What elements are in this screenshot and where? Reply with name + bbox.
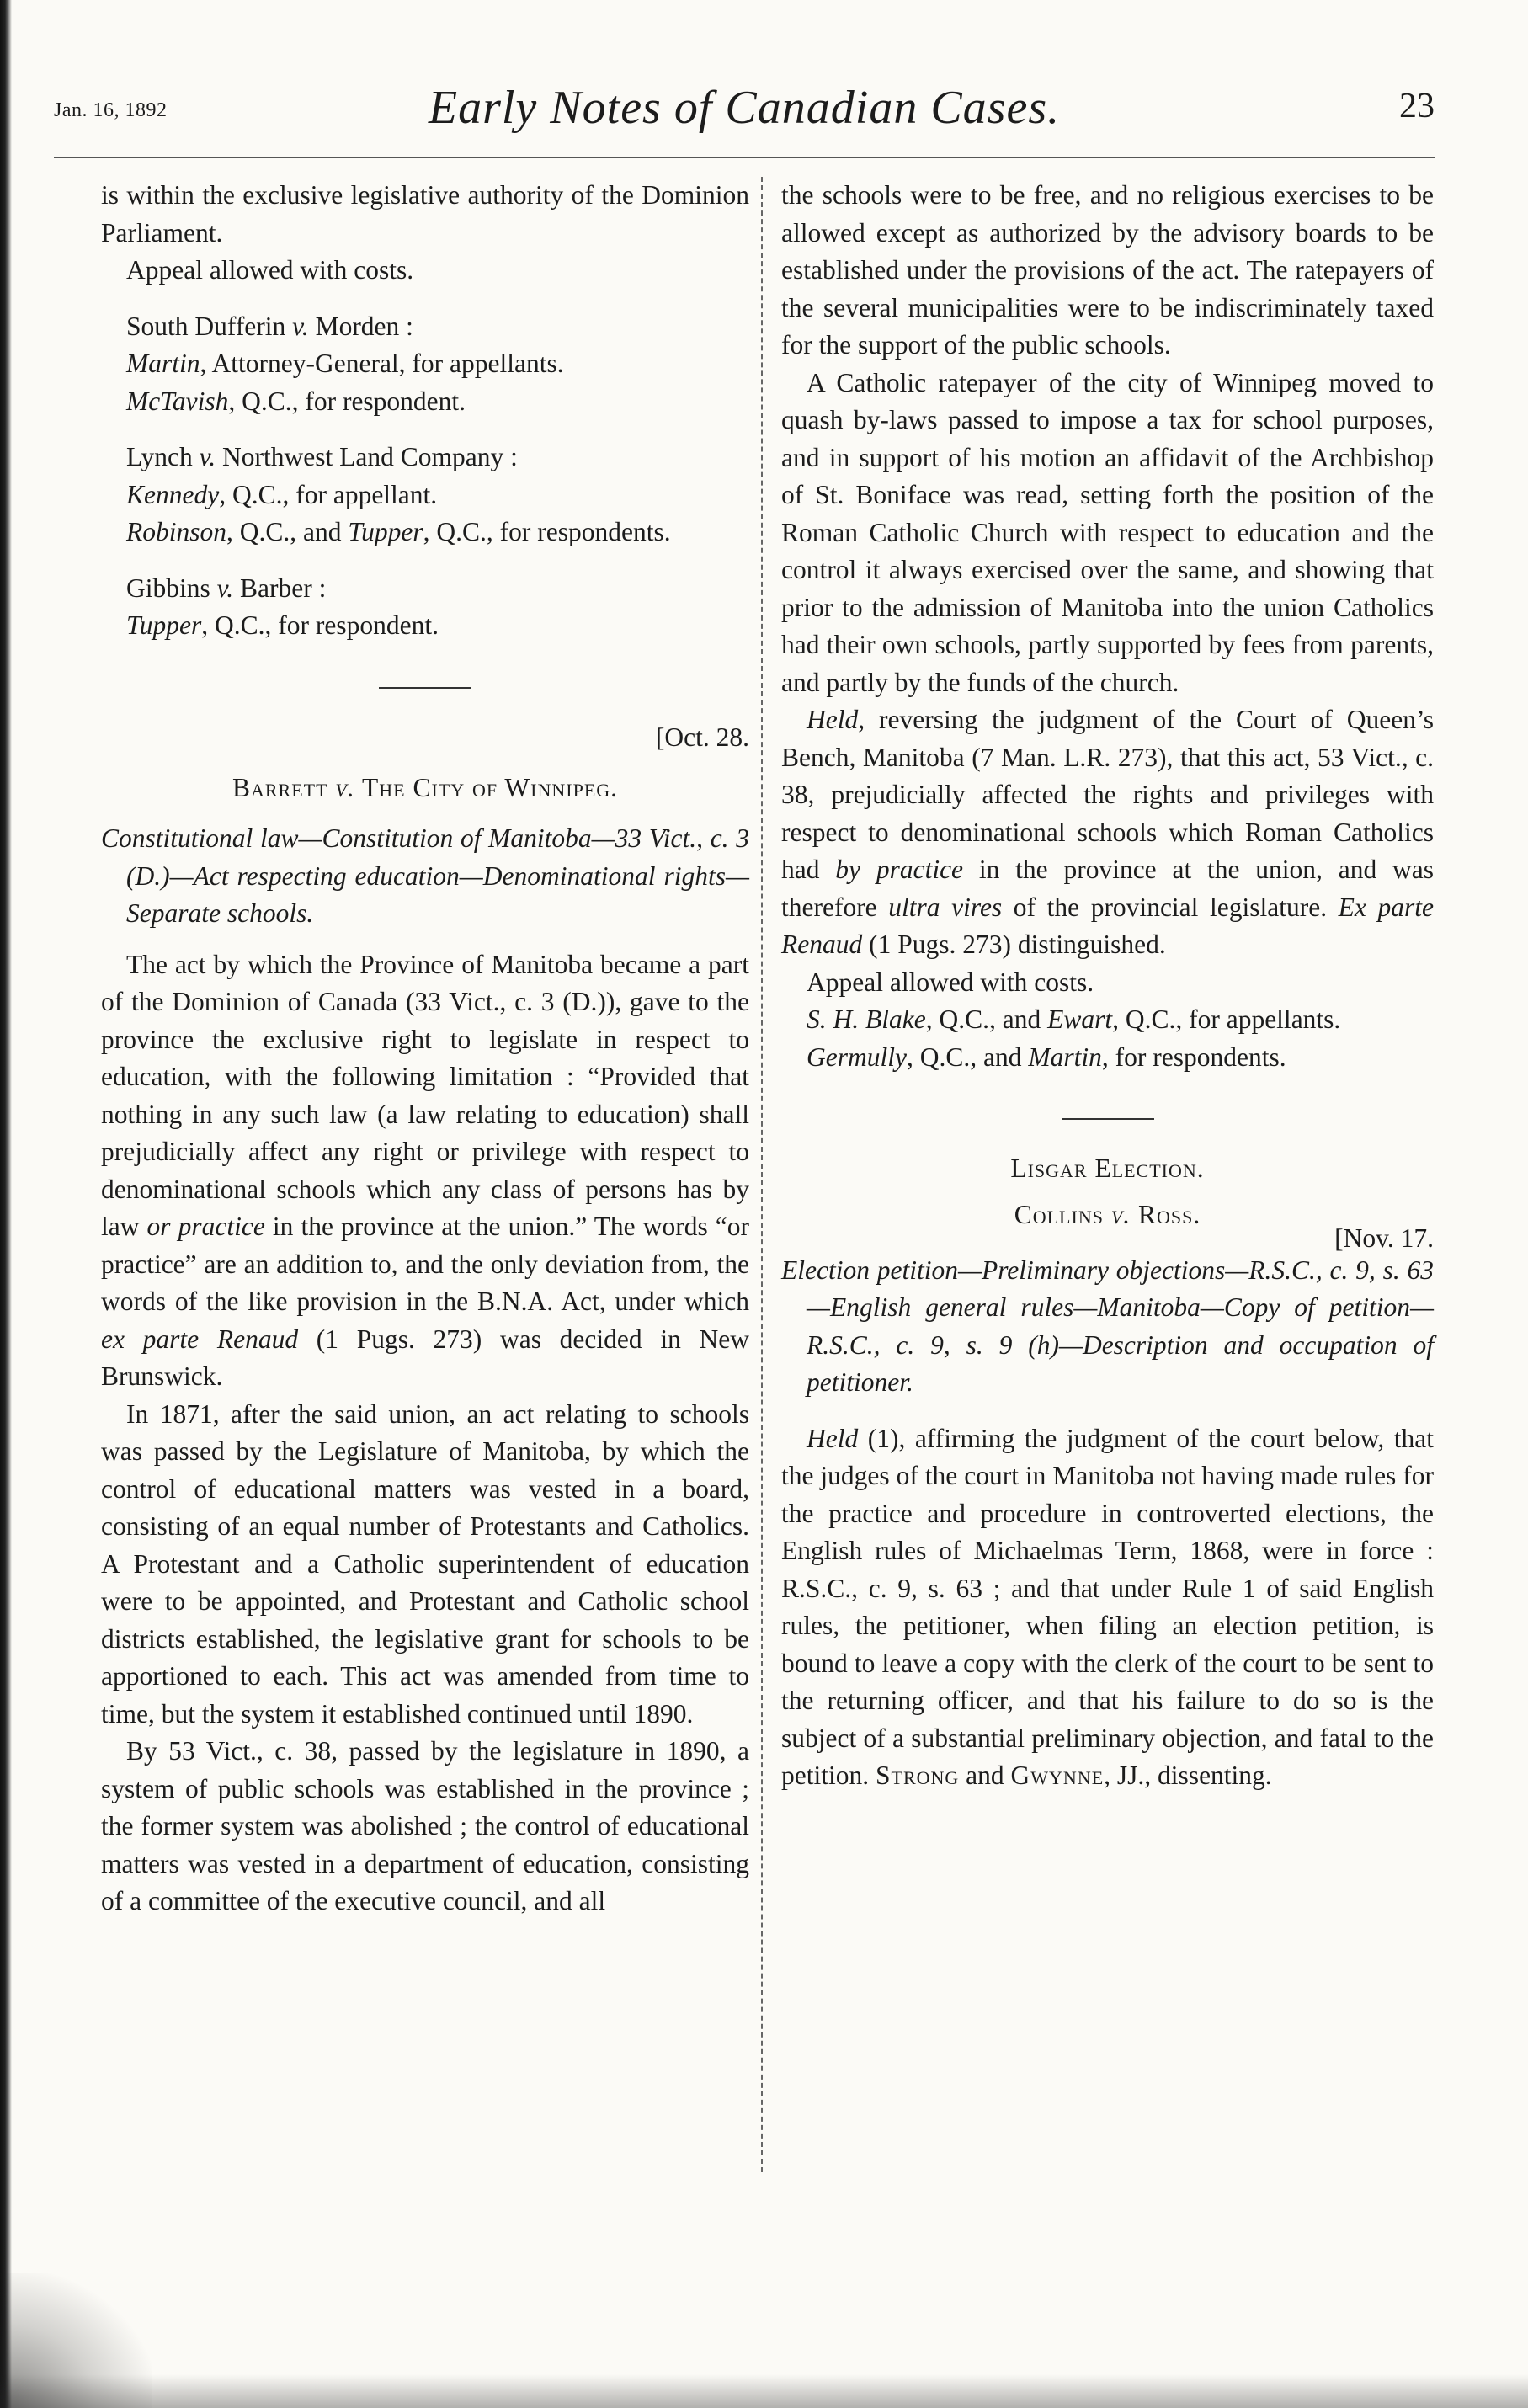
paragraph: is within the exclusive legislative authority of the Dominion Parliament. [101,180,749,248]
section-rule [1062,1118,1154,1120]
counsel-line: Tupper, Q.C., for respondent. [126,610,439,640]
body-paragraph: A Catholic ratepayer of the city of Winnipeg moved to quash by-laws passed to impose a tax for school purposes, and in support of his motion an affidavit of the Archbishop of St. Boniface was read, setting forth the position of the Roman Catholic Church with respect to education and the control it always exercised over the same, and showing that prior to the admission of Manitoba into the union Catholics had their own schools, partly supported by fees from parents, and partly by the funds of the church. [781,367,1434,697]
left-column [101,177,749,1921]
decision-date: [Nov. 17. [1334,1223,1434,1253]
decision-date: [Oct. 28. [655,722,749,752]
case-title-row [781,1196,1434,1253]
decision-date-row [101,719,749,756]
counsel-line: McTavish, Q.C., for respondent. [126,386,466,416]
headnote: Constitutional law—Constitution of Manitoba—33 Vict., c. 3 (D.)—Act respecting education—Denominational rights—Separate schools. [101,823,749,928]
counsel-line: Robinson, Q.C., and Tupper, Q.C., for respondents. [126,517,671,546]
page-number: 23 [1399,87,1435,125]
case-title: Barrett v. The City of Winnipeg. [232,772,619,802]
running-header [54,81,1435,140]
header-title: Early Notes of Canadian Cases. [428,82,1061,134]
headnote: Election petition—Preliminary objections—R.S.C., c. 9, s. 63—English general rules—Manitoba—Copy of petition—R.S.C., c. 9, s. 9 (h)—Description and occupation of petitioner. [781,1255,1434,1397]
held-paragraph: Held, reversing the judgment of the Court of Queen’s Bench, Manitoba (7 Man. L.R. 273), that this act, 53 Vict., c. 38, prejudicially affected the rights and privileges with respect to denominational schools which Roman Catholics had by practice in the province at the union, and was therefore ultra vires of the provincial legislature. Ex parte Renaud (1 Pugs. 273) distinguished. [781,705,1434,959]
counsel-line: S. H. Blake, Q.C., and Ewart, Q.C., for appellants. [807,1004,1341,1034]
case-title: Collins v. Ross. [1014,1199,1201,1229]
body-paragraph: The act by which the Province of Manitoba became a part of the Dominion of Canada (33 Vict., c. 3 (D.)), gave to the province the exclusive right to legislate in respect to education, with the following limitation : “Provided that nothing in any such law (a law relating to education) shall prejudicially affect any right or privilege with respect to denominational schools which any class of persons has by law or practice in the province at the union.” The words “or practice” are an addition to, and the only deviation from, the words of the like provision in the B.N.A. Act, under which ex parte Renaud (1 Pugs. 273) was decided in New Brunswick. [101,949,749,1391]
header-rule [54,157,1435,158]
case-title: Gibbins v. Barber : [126,573,327,603]
appeal-result: Appeal allowed with costs. [807,967,1094,997]
section-title: Lisgar Election. [1010,1153,1205,1183]
counsel-line: Kennedy, Q.C., for appellant. [126,479,438,509]
right-column [781,177,1434,1795]
body-paragraph: In 1871, after the said union, an act relating to schools was passed by the Legislature of Manitoba, by which the control of educational matters was vested in a board, consisting of an equal number of Protestants and Catholics. A Protestant and a Catholic superintendent of education were to be appointed, and Protestant and Catholic school districts established, the legislative grant for schools to be apportioned to each. This act was amended from time to time, but the system it established continued until 1890. [101,1398,749,1729]
case-entry [101,439,749,551]
body-paragraph: the schools were to be free, and no religious exercises to be allowed except as authorized by the advisory boards to be established under the provisions of the act. The ratepayers of the several municipalities were to be indiscriminately taxed for the support of the public schools. [781,180,1434,360]
appeal-result: Appeal allowed with costs. [126,255,414,285]
section-rule [379,687,471,689]
case-title: South Dufferin v. Morden : [126,311,413,341]
case-title: Lynch v. Northwest Land Company : [126,442,518,471]
held-paragraph: Held (1), affirming the judgment of the court below, that the judges of the court in Manitoba not having made rules for the practice and procedure in controverted elections, the English rules of Michaelmas Term, 1868, were in force : R.S.C., c. 9, s. 63 ; and that under Rule 1 of said English rules, the petitioner, when filing an election petition, is bound to leave a copy with the clerk of the court to be sent to the returning officer, and that his failure to do so is the subject of a substantial preliminary objection, and fatal to the petition. Strong and Gwynne, JJ., dissenting. [781,1423,1434,1790]
header-date: Jan. 16, 1892 [54,99,168,121]
body-paragraph: By 53 Vict., c. 38, passed by the legislature in 1890, a system of public schools was established in the province ; the former system was abolished ; the control of educational matters was vested in a department of education, consisting of a committee of the executive council, and all [101,1736,749,1915]
case-entry [101,308,749,421]
column-divider [761,177,763,2172]
counsel-line: Martin, Attorney-General, for appellants. [126,349,564,378]
counsel-line: Germully, Q.C., and Martin, for respondents. [807,1042,1286,1072]
page-binding-edge [0,0,12,2408]
page-bottom-shadow [0,2374,1528,2408]
case-entry [101,570,749,645]
